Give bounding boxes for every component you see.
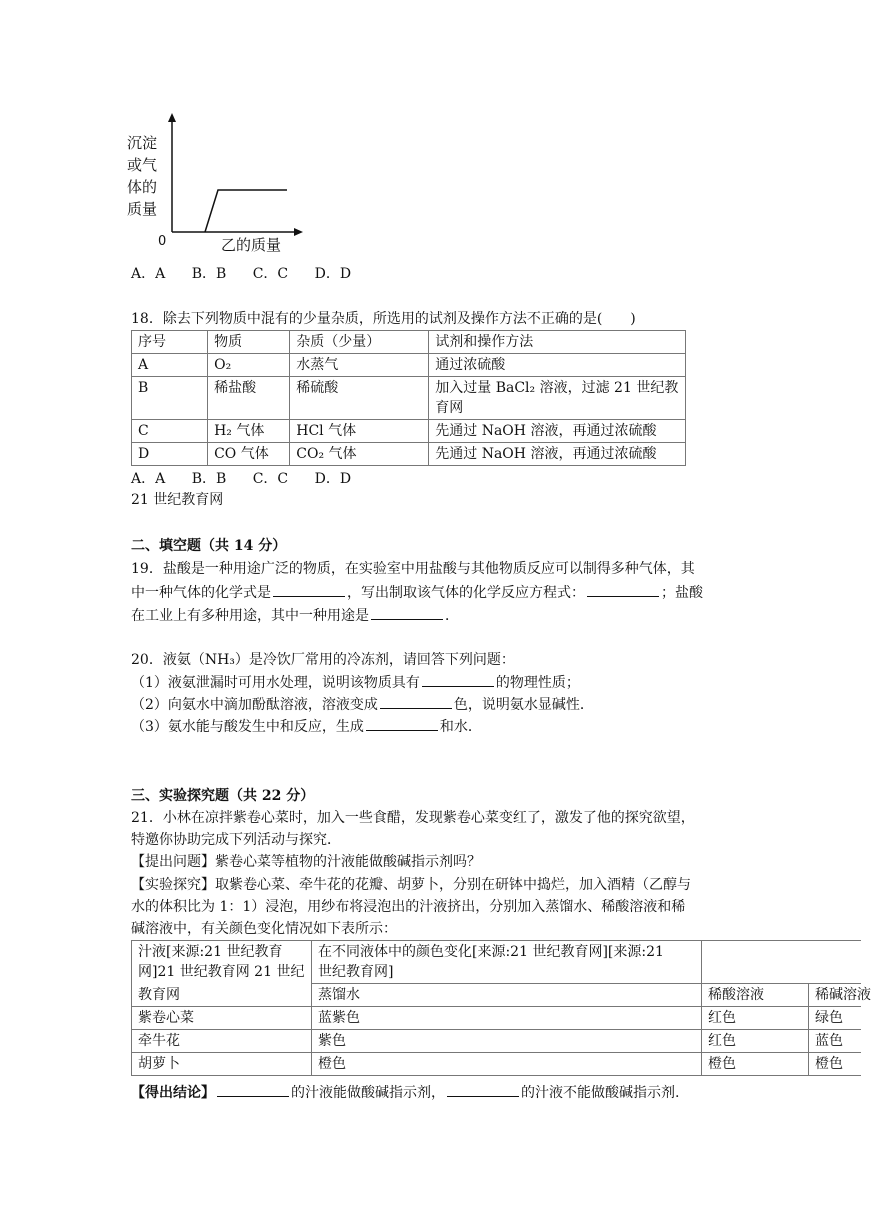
q19-line-1: 19．盐酸是一种用途广泛的物质，在实验室中用盐酸与其他物质反应可以制得多种气体，其 bbox=[131, 561, 695, 577]
table-row bbox=[132, 443, 686, 466]
header-cell: 序号 bbox=[132, 331, 208, 354]
x-axis-arrow bbox=[294, 228, 303, 236]
header-cell-color-change bbox=[312, 941, 702, 984]
row-method: 加入过量 BaCl₂ 溶液，过滤 21 世纪教育网 bbox=[429, 377, 686, 420]
row-base: 橙色 bbox=[809, 1053, 861, 1076]
header-text: 汁液[来源:21 世纪教育 bbox=[138, 944, 283, 960]
q20-part-1 bbox=[131, 672, 580, 693]
header-text: 在不同液体中的颜色变化[来源:21 世纪教育网][来源:21 bbox=[318, 944, 664, 960]
header-cell: 物质 bbox=[208, 331, 290, 354]
header-cell: 试剂和操作方法 bbox=[429, 331, 686, 354]
answer-blank[interactable] bbox=[371, 605, 443, 620]
q17-option-b[interactable]: B．B bbox=[191, 266, 227, 282]
q17-option-d[interactable]: D．D bbox=[314, 266, 352, 282]
q17-option-a[interactable]: A．A bbox=[131, 266, 166, 282]
q18-options bbox=[131, 469, 373, 489]
y-label-line: 或气 bbox=[127, 156, 158, 174]
q19-text: ，写出制取该气体的化学反应方程式： bbox=[347, 585, 585, 601]
header-cell-empty bbox=[702, 941, 809, 984]
row-name: 胡萝卜 bbox=[132, 1053, 312, 1076]
row-base: 绿色 bbox=[809, 1007, 861, 1030]
y-label-line: 质量 bbox=[127, 200, 158, 218]
subheader-cell: 稀酸溶液 bbox=[702, 984, 809, 1007]
header-cell-empty bbox=[809, 941, 861, 984]
mass-graph bbox=[125, 110, 315, 260]
row-base: 蓝色 bbox=[809, 1030, 861, 1053]
row-substance: O₂ bbox=[208, 354, 290, 377]
q20-part-2 bbox=[131, 694, 594, 715]
q19-text: ；盐酸 bbox=[661, 585, 703, 601]
q19-text: 在工业上有多种用途，其中一种用途是 bbox=[131, 608, 369, 624]
x-axis-label: 乙的质量 bbox=[221, 236, 282, 254]
answer-blank[interactable] bbox=[380, 694, 452, 709]
q18-option-d[interactable]: D．D bbox=[314, 471, 352, 487]
row-water: 蓝紫色 bbox=[312, 1007, 702, 1030]
row-substance: CO 气体 bbox=[208, 443, 290, 466]
q19-text: 中一种气体的化学式是 bbox=[131, 585, 271, 601]
q21-conclusion bbox=[131, 1082, 679, 1103]
q17-option-c[interactable]: C．C bbox=[252, 266, 289, 282]
row-impurity: HCl 气体 bbox=[290, 420, 429, 443]
q20-part-3 bbox=[131, 716, 482, 737]
table-header-row bbox=[132, 331, 686, 354]
table-header-row bbox=[132, 941, 861, 984]
q18-option-c[interactable]: C．C bbox=[252, 471, 289, 487]
table-row bbox=[132, 1030, 861, 1053]
row-substance: 稀盐酸 bbox=[208, 377, 290, 420]
row-acid: 红色 bbox=[702, 1007, 809, 1030]
row-method: 先通过 NaOH 溶液，再通过浓硫酸 bbox=[429, 420, 686, 443]
q18-option-b[interactable]: B．B bbox=[191, 471, 227, 487]
table-subheader-row bbox=[132, 984, 861, 1007]
row-water: 橙色 bbox=[312, 1053, 702, 1076]
conclusion-text: 的汁液能做酸碱指示剂， bbox=[291, 1085, 445, 1101]
row-method: 先通过 NaOH 溶液，再通过浓硫酸 bbox=[429, 443, 686, 466]
row-name: 牵牛花 bbox=[132, 1030, 312, 1053]
q21-line: 碱溶液中，有关颜色变化情况如下表所示： bbox=[131, 921, 397, 937]
q18-question: 18．除去下列物质中混有的少量杂质，所选用的试剂及操作方法不正确的是( ) bbox=[131, 311, 636, 327]
row-id: A bbox=[132, 354, 208, 377]
y-label-line: 体的 bbox=[127, 178, 158, 196]
table-row bbox=[132, 1007, 861, 1030]
row-impurity: 稀硫酸 bbox=[290, 377, 429, 420]
section-3-title: 三、实验探究题（共 22 分） bbox=[131, 788, 315, 804]
q21-line: 水的体积比为 1：1）浸泡，用纱布将浸泡出的汁液挤出，分别加入蒸馏水、稀酸溶液和稀 bbox=[131, 899, 686, 915]
q20-text: （1）液氨泄漏时可用水处理，说明该物质具有 bbox=[131, 675, 420, 691]
answer-blank[interactable] bbox=[587, 582, 659, 597]
row-acid: 红色 bbox=[702, 1030, 809, 1053]
origin-label: 0 bbox=[158, 234, 167, 249]
y-axis-label bbox=[127, 132, 157, 220]
header-cell-juice bbox=[132, 941, 312, 984]
table-row bbox=[132, 377, 686, 420]
header-cell: 杂质（少量） bbox=[290, 331, 429, 354]
q19-line-2 bbox=[131, 582, 703, 603]
q20-text: 和水． bbox=[439, 719, 482, 735]
subheader-cell: 蒸馏水 bbox=[312, 984, 702, 1007]
q21-table bbox=[131, 940, 871, 1076]
row-impurity: CO₂ 气体 bbox=[290, 443, 429, 466]
answer-blank[interactable] bbox=[422, 672, 494, 687]
q20-text: 色，说明氨水显碱性． bbox=[453, 697, 594, 713]
conclusion-label: 【得出结论】 bbox=[131, 1085, 215, 1101]
q20-intro: 20．液氨（NH₃）是冷饮厂常用的冷冻剂，请回答下列问题： bbox=[131, 652, 515, 668]
answer-blank[interactable] bbox=[217, 1082, 289, 1097]
table-row bbox=[132, 354, 686, 377]
header-cell-juice-cont: 教育网 bbox=[132, 984, 312, 1007]
row-water: 紫色 bbox=[312, 1030, 702, 1053]
q17-options bbox=[131, 264, 373, 284]
answer-blank[interactable] bbox=[273, 582, 345, 597]
row-id: D bbox=[132, 443, 208, 466]
q20-text: 的物理性质； bbox=[495, 675, 580, 691]
q19-line-3 bbox=[131, 605, 459, 626]
answer-blank[interactable] bbox=[366, 716, 438, 731]
q18-option-a[interactable]: A．A bbox=[131, 471, 166, 487]
q21-line: 特邀你协助完成下列活动与探究． bbox=[131, 832, 341, 848]
y-label-line: 沉淀 bbox=[127, 134, 158, 152]
subheader-cell: 稀碱溶液 bbox=[809, 984, 861, 1007]
row-substance: H₂ 气体 bbox=[208, 420, 290, 443]
q19-text: ． bbox=[445, 608, 459, 624]
header-text: 网]21 世纪教育网 21 世纪 bbox=[138, 964, 305, 980]
row-name: 紫卷心菜 bbox=[132, 1007, 312, 1030]
y-axis-arrow bbox=[168, 113, 176, 122]
row-impurity: 水蒸气 bbox=[290, 354, 429, 377]
row-id: C bbox=[132, 420, 208, 443]
header-text: 世纪教育网] bbox=[318, 964, 394, 980]
row-acid: 橙色 bbox=[702, 1053, 809, 1076]
mass-curve bbox=[205, 190, 287, 232]
q21-line: 【提出问题】紫卷心菜等植物的汁液能做酸碱指示剂吗？ bbox=[131, 854, 481, 870]
table-row bbox=[132, 420, 686, 443]
section-2-title: 二、填空题（共 14 分） bbox=[131, 538, 287, 554]
row-id: B bbox=[132, 377, 208, 420]
answer-blank[interactable] bbox=[447, 1082, 519, 1097]
row-method: 通过浓硫酸 bbox=[429, 354, 686, 377]
q21-line: 21．小林在凉拌紫卷心菜时，加入一些食醋，发现紫卷心菜变红了，激发了他的探究欲望， bbox=[131, 810, 695, 826]
q20-text: （3）氨水能与酸发生中和反应，生成 bbox=[131, 719, 364, 735]
conclusion-text: 的汁液不能做酸碱指示剂. bbox=[521, 1085, 680, 1101]
q21-line: 【实验探究】取紫卷心菜、牵牛花的花瓣、胡萝卜，分别在研钵中捣烂，加入酒精（乙醇与 bbox=[131, 877, 691, 893]
q20-text: （2）向氨水中滴加酚酞溶液，溶液变成 bbox=[131, 697, 378, 713]
table-row bbox=[132, 1053, 861, 1076]
watermark-text: 21 世纪教育网 bbox=[131, 492, 224, 508]
q18-table bbox=[131, 330, 686, 466]
